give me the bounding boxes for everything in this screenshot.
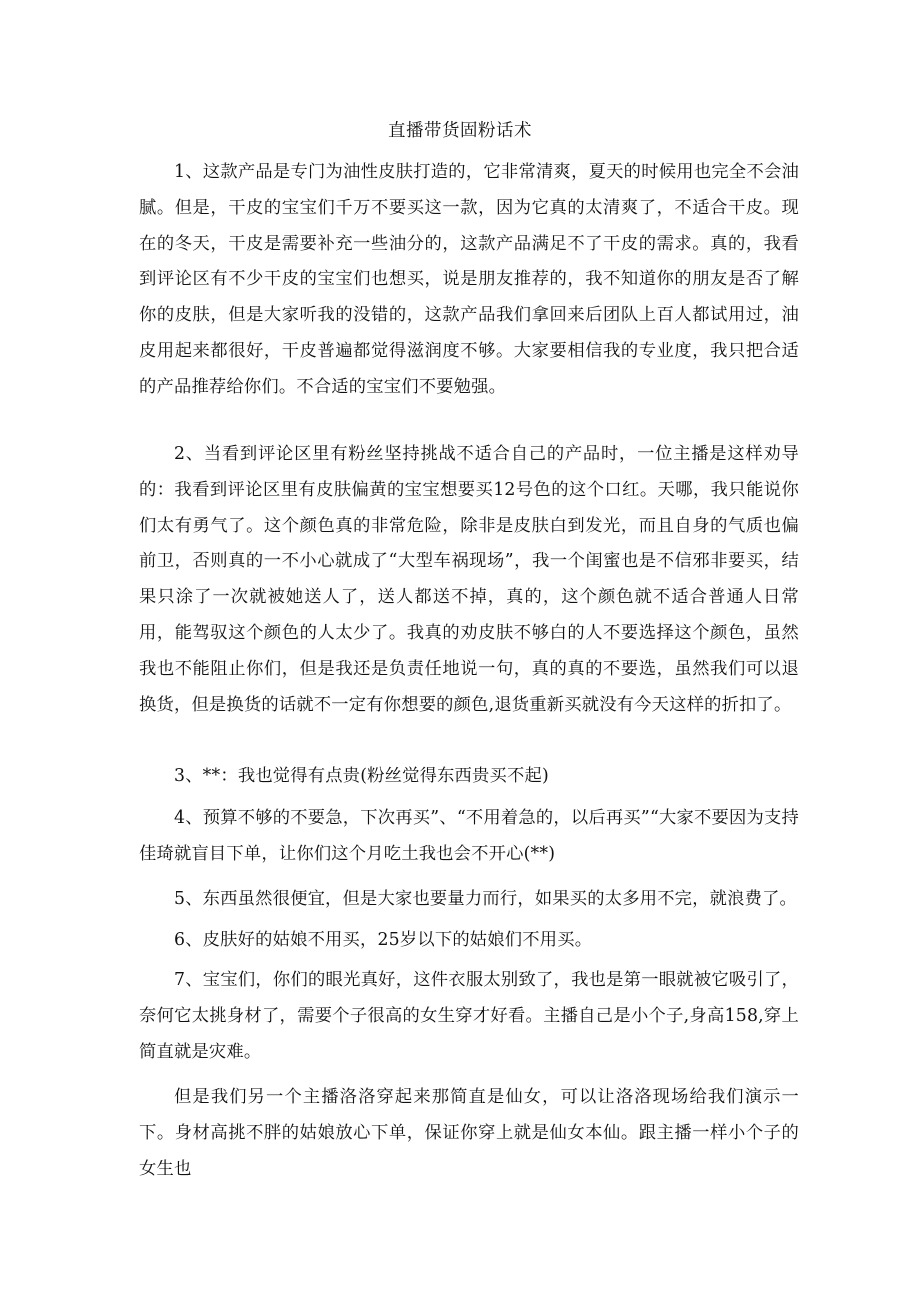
- paragraph-1: 1、这款产品是专门为油性皮肤打造的，它非常清爽，夏天的时候用也完全不会油腻。但是，干皮的宝宝们千万不要买这一款，因为它真的太清爽了，不适合干皮。现在的冬天，干皮是需要补充一些油分的，这款产品满足不了干皮的需求。真的，我看到评论区有不少干皮的宝宝们也想买，说是朋友推荐的，我不知道你的朋友是否了解你的皮肤，但是大家听我的没错的，这款产品我们拿回来后团队上百人都试用过，油皮用起来都很好，干皮普遍都觉得滋润度不够。大家要相信我的专业度，我只把合适的产品推荐给你们。不合适的宝宝们不要勉强。: [139, 162, 799, 397]
- paragraph-3: 3、**：我也觉得有点贵(粉丝觉得东西贵买不起): [174, 766, 549, 786]
- document-title: 直播带货固粉话术: [388, 121, 532, 141]
- paragraph-4: 4、预算不够的不要急，下次再买”、“不用着急的，以后再买”“大家不要因为支持佳琦就盲目下单，让你们这个月吃土我也会不开心(**): [139, 808, 799, 864]
- paragraph-6: 6、皮肤好的姑娘不用买，25岁以下的姑娘们不用买。: [174, 930, 593, 950]
- paragraph-8: 但是我们另一个主播洛洛穿起来那简直是仙女，可以让洛洛现场给我们演示一下。身材高挑不胖的姑娘放心下单，保证你穿上就是仙女本仙。跟主播一样小个子的女生也: [139, 1087, 799, 1179]
- paragraph-7: 7、宝宝们，你们的眼光真好，这件衣服太别致了，我也是第一眼就被它吸引了，奈何它太挑身材了，需要个子很高的女生穿才好看。主播自己是小个子,身高158,穿上简直就是灾难。: [139, 970, 799, 1062]
- paragraph-5: 5、东西虽然很便宜，但是大家也要量力而行，如果买的太多用不完，就浪费了。: [174, 889, 798, 909]
- paragraph-2: 2、当看到评论区里有粉丝坚持挑战不适合自己的产品时，一位主播是这样劝导的：我看到评论区里有皮肤偏黄的宝宝想要买12号色的这个口红。天哪，我只能说你们太有勇气了。这个颜色真的非常危险，除非是皮肤白到发光，而且自身的气质也偏前卫，否则真的一不小心就成了“大型车祸现场”，我一个闺蜜也是不信邪非要买，结果只涂了一次就被她送人了，送人都送不掉，真的，这个颜色就不适合普通人日常用，能驾驭这个颜色的人太少了。我真的劝皮肤不够白的人不要选择这个颜色，虽然我也不能阻止你们，但是我还是负责任地说一句，真的真的不要选，虽然我们可以退换货，但是换货的话就不一定有你想要的颜色,退货重新买就没有今天这样的折扣了。: [139, 444, 799, 715]
